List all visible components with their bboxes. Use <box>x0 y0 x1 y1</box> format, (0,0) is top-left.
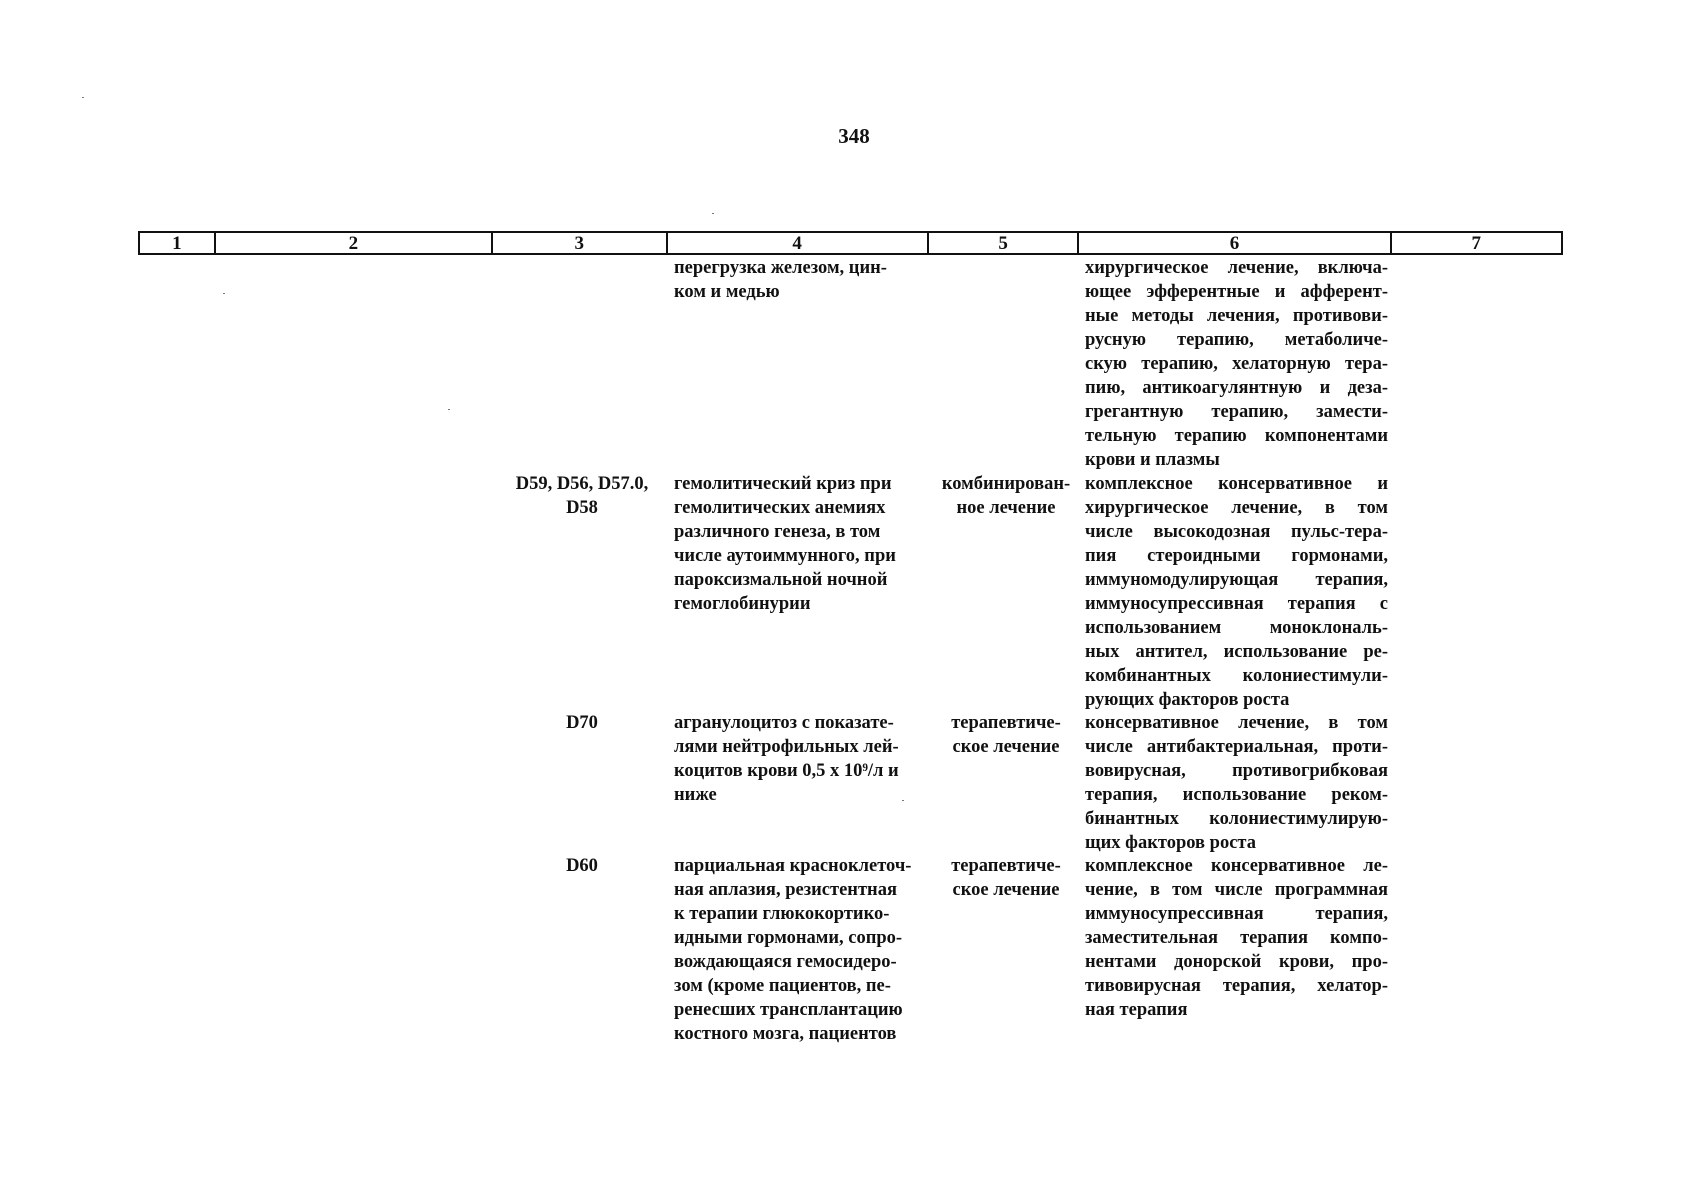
text-line: нентами донорской крови, про- <box>1085 952 1388 972</box>
column-header-1: 1 <box>140 233 216 253</box>
condition-cell <box>674 711 926 807</box>
text-line: тивовирусная терапия, хелатор- <box>1085 976 1388 996</box>
column-header-3: 3 <box>493 233 668 253</box>
text-line: русную терапию, метаболиче- <box>1085 330 1388 350</box>
treatment-cell <box>1085 711 1388 855</box>
text-line: пию, антикоагулянтную и деза- <box>1085 378 1388 398</box>
scan-speck <box>82 97 84 98</box>
text-line: D58 <box>566 498 598 518</box>
table-header <box>138 231 1563 255</box>
text-line: агранулоцитоз с показате- <box>674 713 894 733</box>
condition-cell <box>674 256 926 304</box>
column-header-4: 4 <box>668 233 929 253</box>
text-line: заместительная терапия компо- <box>1085 928 1388 948</box>
text-line: крови и плазмы <box>1085 450 1220 470</box>
treatment-cell <box>1085 472 1388 712</box>
text-line: пия стероидными гормонами, <box>1085 546 1388 566</box>
text-line: идными гормонами, сопро- <box>674 928 903 948</box>
text-line: гемолитический криз при <box>674 474 892 494</box>
text-line: ниже <box>674 785 717 805</box>
code-cell <box>494 472 670 520</box>
text-line: коцитов крови 0,5 x 10⁹/л и <box>674 761 899 781</box>
text-line: числе аутоиммунного, при <box>674 546 896 566</box>
column-header-7: 7 <box>1471 233 1481 254</box>
text-line: тельную терапию компонентами <box>1085 426 1388 446</box>
column-header-6: 6 <box>1079 233 1391 253</box>
text-line: рующих факторов роста <box>1085 690 1290 710</box>
method-cell <box>932 472 1080 520</box>
text-line: комбинирован- <box>941 474 1071 494</box>
condition-cell <box>674 472 926 616</box>
text-line: хирургическое лечение, в том <box>1085 498 1388 518</box>
text-line: гемолитических анемиях <box>674 498 886 518</box>
text-line: хирургическое лечение, включа- <box>1085 258 1388 278</box>
text-line: ком и медью <box>674 282 780 302</box>
text-line: к терапии глюкокортико- <box>674 904 890 924</box>
method-cell <box>932 711 1080 759</box>
scan-speck <box>712 213 714 214</box>
page-number: 348 <box>838 124 870 148</box>
text-line: пароксизмальной ночной <box>674 570 888 590</box>
text-line: гемоглобинурии <box>674 594 811 614</box>
text-line: скую терапию, хелаторную тера- <box>1085 354 1388 374</box>
text-line: консервативное лечение, в том <box>1085 713 1388 733</box>
column-header-2: 2 <box>216 233 493 253</box>
scan-speck <box>902 800 904 801</box>
text-line: использованием моноклональ- <box>1085 618 1388 638</box>
text-line: D60 <box>566 856 598 876</box>
text-line: числе высокодозная пульс-тера- <box>1085 522 1388 542</box>
text-line: ское лечение <box>952 737 1060 757</box>
column-header-5: 5 <box>929 233 1080 253</box>
treatment-cell <box>1085 256 1388 472</box>
text-line: комплексное консервативное и <box>1085 474 1388 494</box>
method-cell <box>932 854 1080 902</box>
text-line: терапевтиче- <box>951 856 1061 876</box>
code-cell <box>494 711 670 735</box>
text-line: ющее эфферентные и афферент- <box>1085 282 1388 302</box>
text-line: вовирусная, противогрибковая <box>1085 761 1388 781</box>
treatment-cell <box>1085 854 1388 1022</box>
text-line: числе антибактериальная, проти- <box>1085 737 1388 757</box>
text-line: иммуносупрессивная терапия с <box>1085 594 1388 614</box>
text-line: костного мозга, пациентов <box>674 1024 897 1044</box>
text-line: зом (кроме пациентов, пе- <box>674 976 891 996</box>
text-line: ная терапия <box>1085 1000 1188 1020</box>
text-line: ные методы лечения, противови- <box>1085 306 1388 326</box>
text-line: D70 <box>566 713 598 733</box>
text-line: различного генеза, в том <box>674 522 881 542</box>
text-line: D59, D56, D57.0, <box>515 474 649 494</box>
text-line: лями нейтрофильных лей- <box>674 737 899 757</box>
text-line: комплексное консервативное ле- <box>1085 856 1388 876</box>
text-line: парциальная красноклеточ- <box>674 856 912 876</box>
scan-speck <box>448 409 450 410</box>
text-line: ная аплазия, резистентная <box>674 880 897 900</box>
text-line: терапевтиче- <box>951 713 1061 733</box>
text-line: ное лечение <box>956 498 1056 518</box>
code-cell <box>494 854 670 878</box>
text-line: иммуномодулирующая терапия, <box>1085 570 1388 590</box>
text-line: терапия, использование реком- <box>1085 785 1388 805</box>
text-line: комбинантных колониестимули- <box>1085 666 1388 686</box>
text-line: чение, в том числе программная <box>1085 880 1388 900</box>
text-line: грегантную терапию, замести- <box>1085 402 1388 422</box>
condition-cell <box>674 854 926 1046</box>
text-line: вождающаяся гемосидеро- <box>674 952 897 972</box>
text-line: иммуносупрессивная терапия, <box>1085 904 1388 924</box>
text-line: ных антител, использование ре- <box>1085 642 1388 662</box>
text-line: ское лечение <box>952 880 1060 900</box>
text-line: щих факторов роста <box>1085 833 1256 853</box>
text-line: ренесших трансплантацию <box>674 1000 903 1020</box>
scan-speck <box>223 293 225 294</box>
text-line: бинантных колониестимулирую- <box>1085 809 1388 829</box>
text-line: перегрузка железом, цин- <box>674 258 887 278</box>
